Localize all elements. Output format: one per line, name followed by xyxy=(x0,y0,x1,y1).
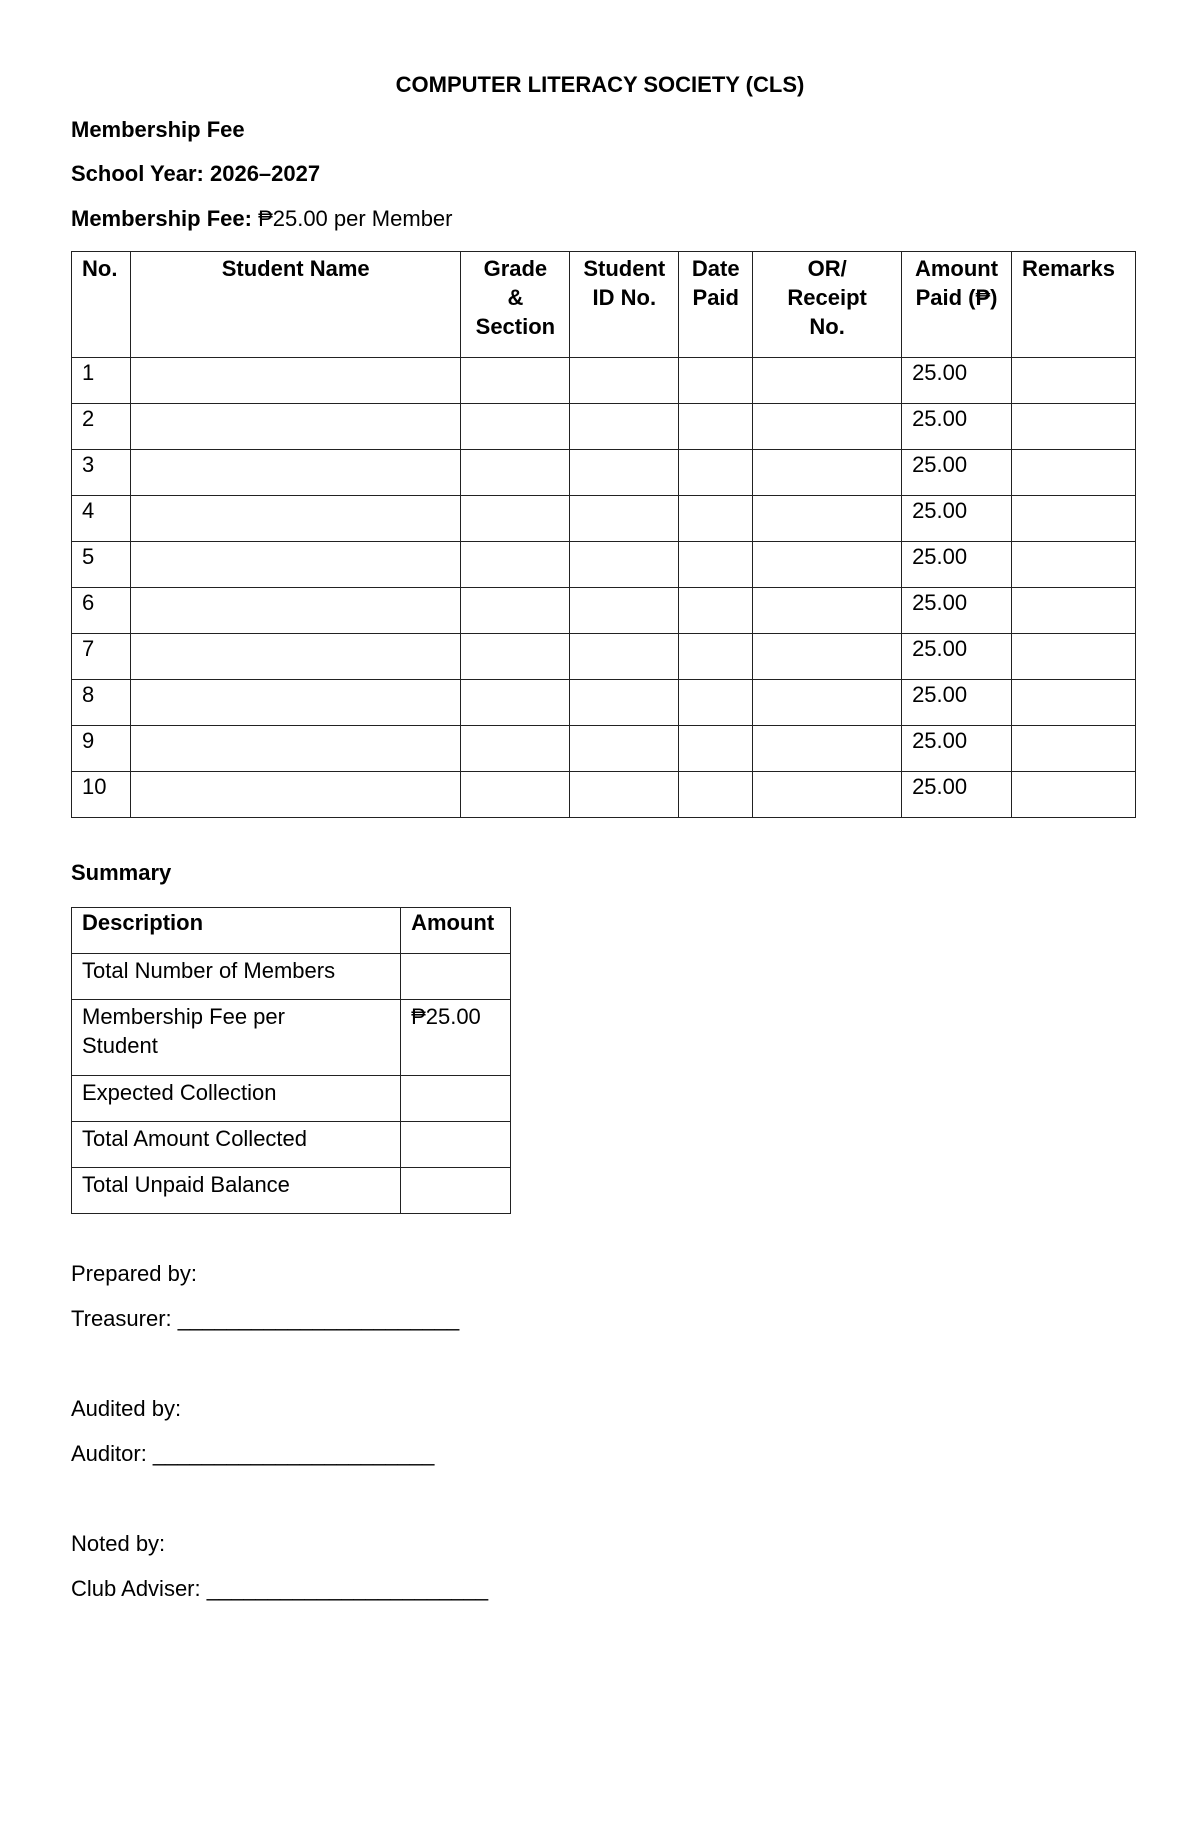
header-amount-paid xyxy=(902,252,1012,358)
cell-id xyxy=(570,726,679,772)
cell-amount: 25.00 xyxy=(902,680,1012,726)
fee-line xyxy=(71,206,453,232)
school-year: School Year: 2026–2027 xyxy=(71,161,321,186)
cell-no: 4 xyxy=(72,496,131,542)
table-row xyxy=(72,496,1136,542)
cell-name xyxy=(130,542,460,588)
header-or-line3: No. xyxy=(809,314,845,339)
summary-row xyxy=(72,1168,511,1214)
cell-or xyxy=(753,680,902,726)
summary-description: Expected Collection xyxy=(72,1076,401,1122)
summary-description: Total Unpaid Balance xyxy=(72,1168,401,1214)
table-row xyxy=(72,542,1136,588)
header-date-line1: Date xyxy=(691,256,740,281)
cell-amount: 25.00 xyxy=(902,450,1012,496)
summary-row xyxy=(72,1000,511,1076)
cell-date xyxy=(679,726,753,772)
summary-description xyxy=(72,1000,401,1076)
cell-no: 8 xyxy=(72,680,131,726)
cell-amount: 25.00 xyxy=(902,542,1012,588)
cell-or xyxy=(753,404,902,450)
table-row xyxy=(72,404,1136,450)
cell-id xyxy=(570,496,679,542)
cell-id xyxy=(570,772,679,818)
header-no: No. xyxy=(72,252,131,358)
cell-no: 10 xyxy=(72,772,131,818)
cell-date xyxy=(679,634,753,680)
cell-name xyxy=(130,496,460,542)
header-or-line1: OR/ xyxy=(807,256,847,281)
cell-no: 5 xyxy=(72,542,131,588)
header-date-paid xyxy=(679,252,753,358)
cell-remarks xyxy=(1012,634,1136,680)
table-row xyxy=(72,772,1136,818)
header-or-receipt xyxy=(753,252,902,358)
cell-or xyxy=(753,450,902,496)
cell-remarks xyxy=(1012,404,1136,450)
summary-amount xyxy=(401,954,511,1000)
summary-header-row xyxy=(72,908,511,954)
cell-amount: 25.00 xyxy=(902,496,1012,542)
cell-grade xyxy=(461,404,570,450)
cell-or xyxy=(753,772,902,818)
cell-remarks xyxy=(1012,772,1136,818)
cell-name xyxy=(130,726,460,772)
treasurer-signature-line: Treasurer: _______________________ xyxy=(71,1306,460,1331)
cell-date xyxy=(679,496,753,542)
summary-description-line2: Student xyxy=(82,1033,158,1058)
summary-amount xyxy=(401,1076,511,1122)
cell-remarks xyxy=(1012,358,1136,404)
audited-by-label: Audited by: xyxy=(71,1396,182,1421)
membership-table xyxy=(71,251,1136,818)
table-row xyxy=(72,634,1136,680)
table-row xyxy=(72,680,1136,726)
summary-amount: ₱25.00 xyxy=(401,1000,511,1076)
cell-name xyxy=(130,680,460,726)
document-subtitle: Membership Fee xyxy=(71,117,245,142)
cell-remarks xyxy=(1012,726,1136,772)
cell-id xyxy=(570,588,679,634)
table-row xyxy=(72,450,1136,496)
cell-amount: 25.00 xyxy=(902,772,1012,818)
cell-no: 9 xyxy=(72,726,131,772)
cell-amount: 25.00 xyxy=(902,634,1012,680)
cell-or xyxy=(753,358,902,404)
summary-row xyxy=(72,1076,511,1122)
cell-no: 7 xyxy=(72,634,131,680)
cell-grade xyxy=(461,542,570,588)
cell-remarks xyxy=(1012,450,1136,496)
cell-name xyxy=(130,634,460,680)
document-title: COMPUTER LITERACY SOCIETY (CLS) xyxy=(395,72,805,97)
adviser-signature-line: Club Adviser: _______________________ xyxy=(71,1576,489,1601)
summary-row xyxy=(72,1122,511,1168)
header-remarks: Remarks xyxy=(1012,252,1136,358)
summary-header-description: Description xyxy=(72,908,401,954)
header-id-line2: ID No. xyxy=(592,285,657,310)
cell-name xyxy=(130,358,460,404)
cell-id xyxy=(570,358,679,404)
summary-amount xyxy=(401,1168,511,1214)
cell-or xyxy=(753,726,902,772)
cell-or xyxy=(753,542,902,588)
header-grade-section xyxy=(461,252,570,358)
header-grade-line2: & xyxy=(507,285,524,310)
cell-name xyxy=(130,588,460,634)
prepared-by-label: Prepared by: xyxy=(71,1261,197,1286)
cell-or xyxy=(753,496,902,542)
header-date-line2: Paid xyxy=(692,285,739,310)
cell-remarks xyxy=(1012,680,1136,726)
cell-name xyxy=(130,772,460,818)
cell-grade xyxy=(461,680,570,726)
cell-remarks xyxy=(1012,496,1136,542)
fee-value: ₱25.00 per Member xyxy=(258,206,453,231)
table-row xyxy=(72,588,1136,634)
cell-date xyxy=(679,404,753,450)
cell-amount: 25.00 xyxy=(902,404,1012,450)
header-amount-line1: Amount xyxy=(914,256,999,281)
cell-id xyxy=(570,404,679,450)
cell-grade xyxy=(461,450,570,496)
cell-date xyxy=(679,588,753,634)
cell-or xyxy=(753,634,902,680)
summary-header-amount: Amount xyxy=(401,908,511,954)
cell-name xyxy=(130,404,460,450)
table-row xyxy=(72,726,1136,772)
cell-name xyxy=(130,450,460,496)
cell-no: 1 xyxy=(72,358,131,404)
header-grade-line1: Grade xyxy=(483,256,548,281)
summary-heading: Summary xyxy=(71,860,172,885)
cell-remarks xyxy=(1012,542,1136,588)
table-row xyxy=(72,358,1136,404)
cell-date xyxy=(679,358,753,404)
noted-by-label: Noted by: xyxy=(71,1531,166,1556)
header-amount-line2: Paid (₱) xyxy=(915,285,998,310)
summary-description: Total Amount Collected xyxy=(72,1122,401,1168)
cell-no: 3 xyxy=(72,450,131,496)
cell-no: 6 xyxy=(72,588,131,634)
header-or-line2: Receipt xyxy=(787,285,867,310)
table-header-row xyxy=(72,252,1136,358)
cell-grade xyxy=(461,772,570,818)
cell-id xyxy=(570,450,679,496)
cell-id xyxy=(570,634,679,680)
cell-grade xyxy=(461,726,570,772)
cell-grade xyxy=(461,358,570,404)
header-grade-line3: Section xyxy=(475,314,556,339)
cell-grade xyxy=(461,588,570,634)
cell-no: 2 xyxy=(72,404,131,450)
header-student-name: Student Name xyxy=(130,252,460,358)
cell-grade xyxy=(461,496,570,542)
cell-date xyxy=(679,542,753,588)
cell-date xyxy=(679,772,753,818)
cell-date xyxy=(679,680,753,726)
cell-amount: 25.00 xyxy=(902,588,1012,634)
cell-amount: 25.00 xyxy=(902,726,1012,772)
cell-grade xyxy=(461,634,570,680)
summary-description-line1: Membership Fee per xyxy=(82,1004,285,1029)
summary-row xyxy=(72,954,511,1000)
cell-or xyxy=(753,588,902,634)
summary-amount xyxy=(401,1122,511,1168)
auditor-signature-line: Auditor: _______________________ xyxy=(71,1441,435,1466)
cell-amount: 25.00 xyxy=(902,358,1012,404)
cell-remarks xyxy=(1012,588,1136,634)
summary-table xyxy=(71,907,511,1214)
cell-id xyxy=(570,542,679,588)
summary-description: Total Number of Members xyxy=(72,954,401,1000)
header-student-id xyxy=(570,252,679,358)
header-id-line1: Student xyxy=(583,256,666,281)
fee-label: Membership Fee: xyxy=(71,206,252,231)
cell-id xyxy=(570,680,679,726)
cell-date xyxy=(679,450,753,496)
